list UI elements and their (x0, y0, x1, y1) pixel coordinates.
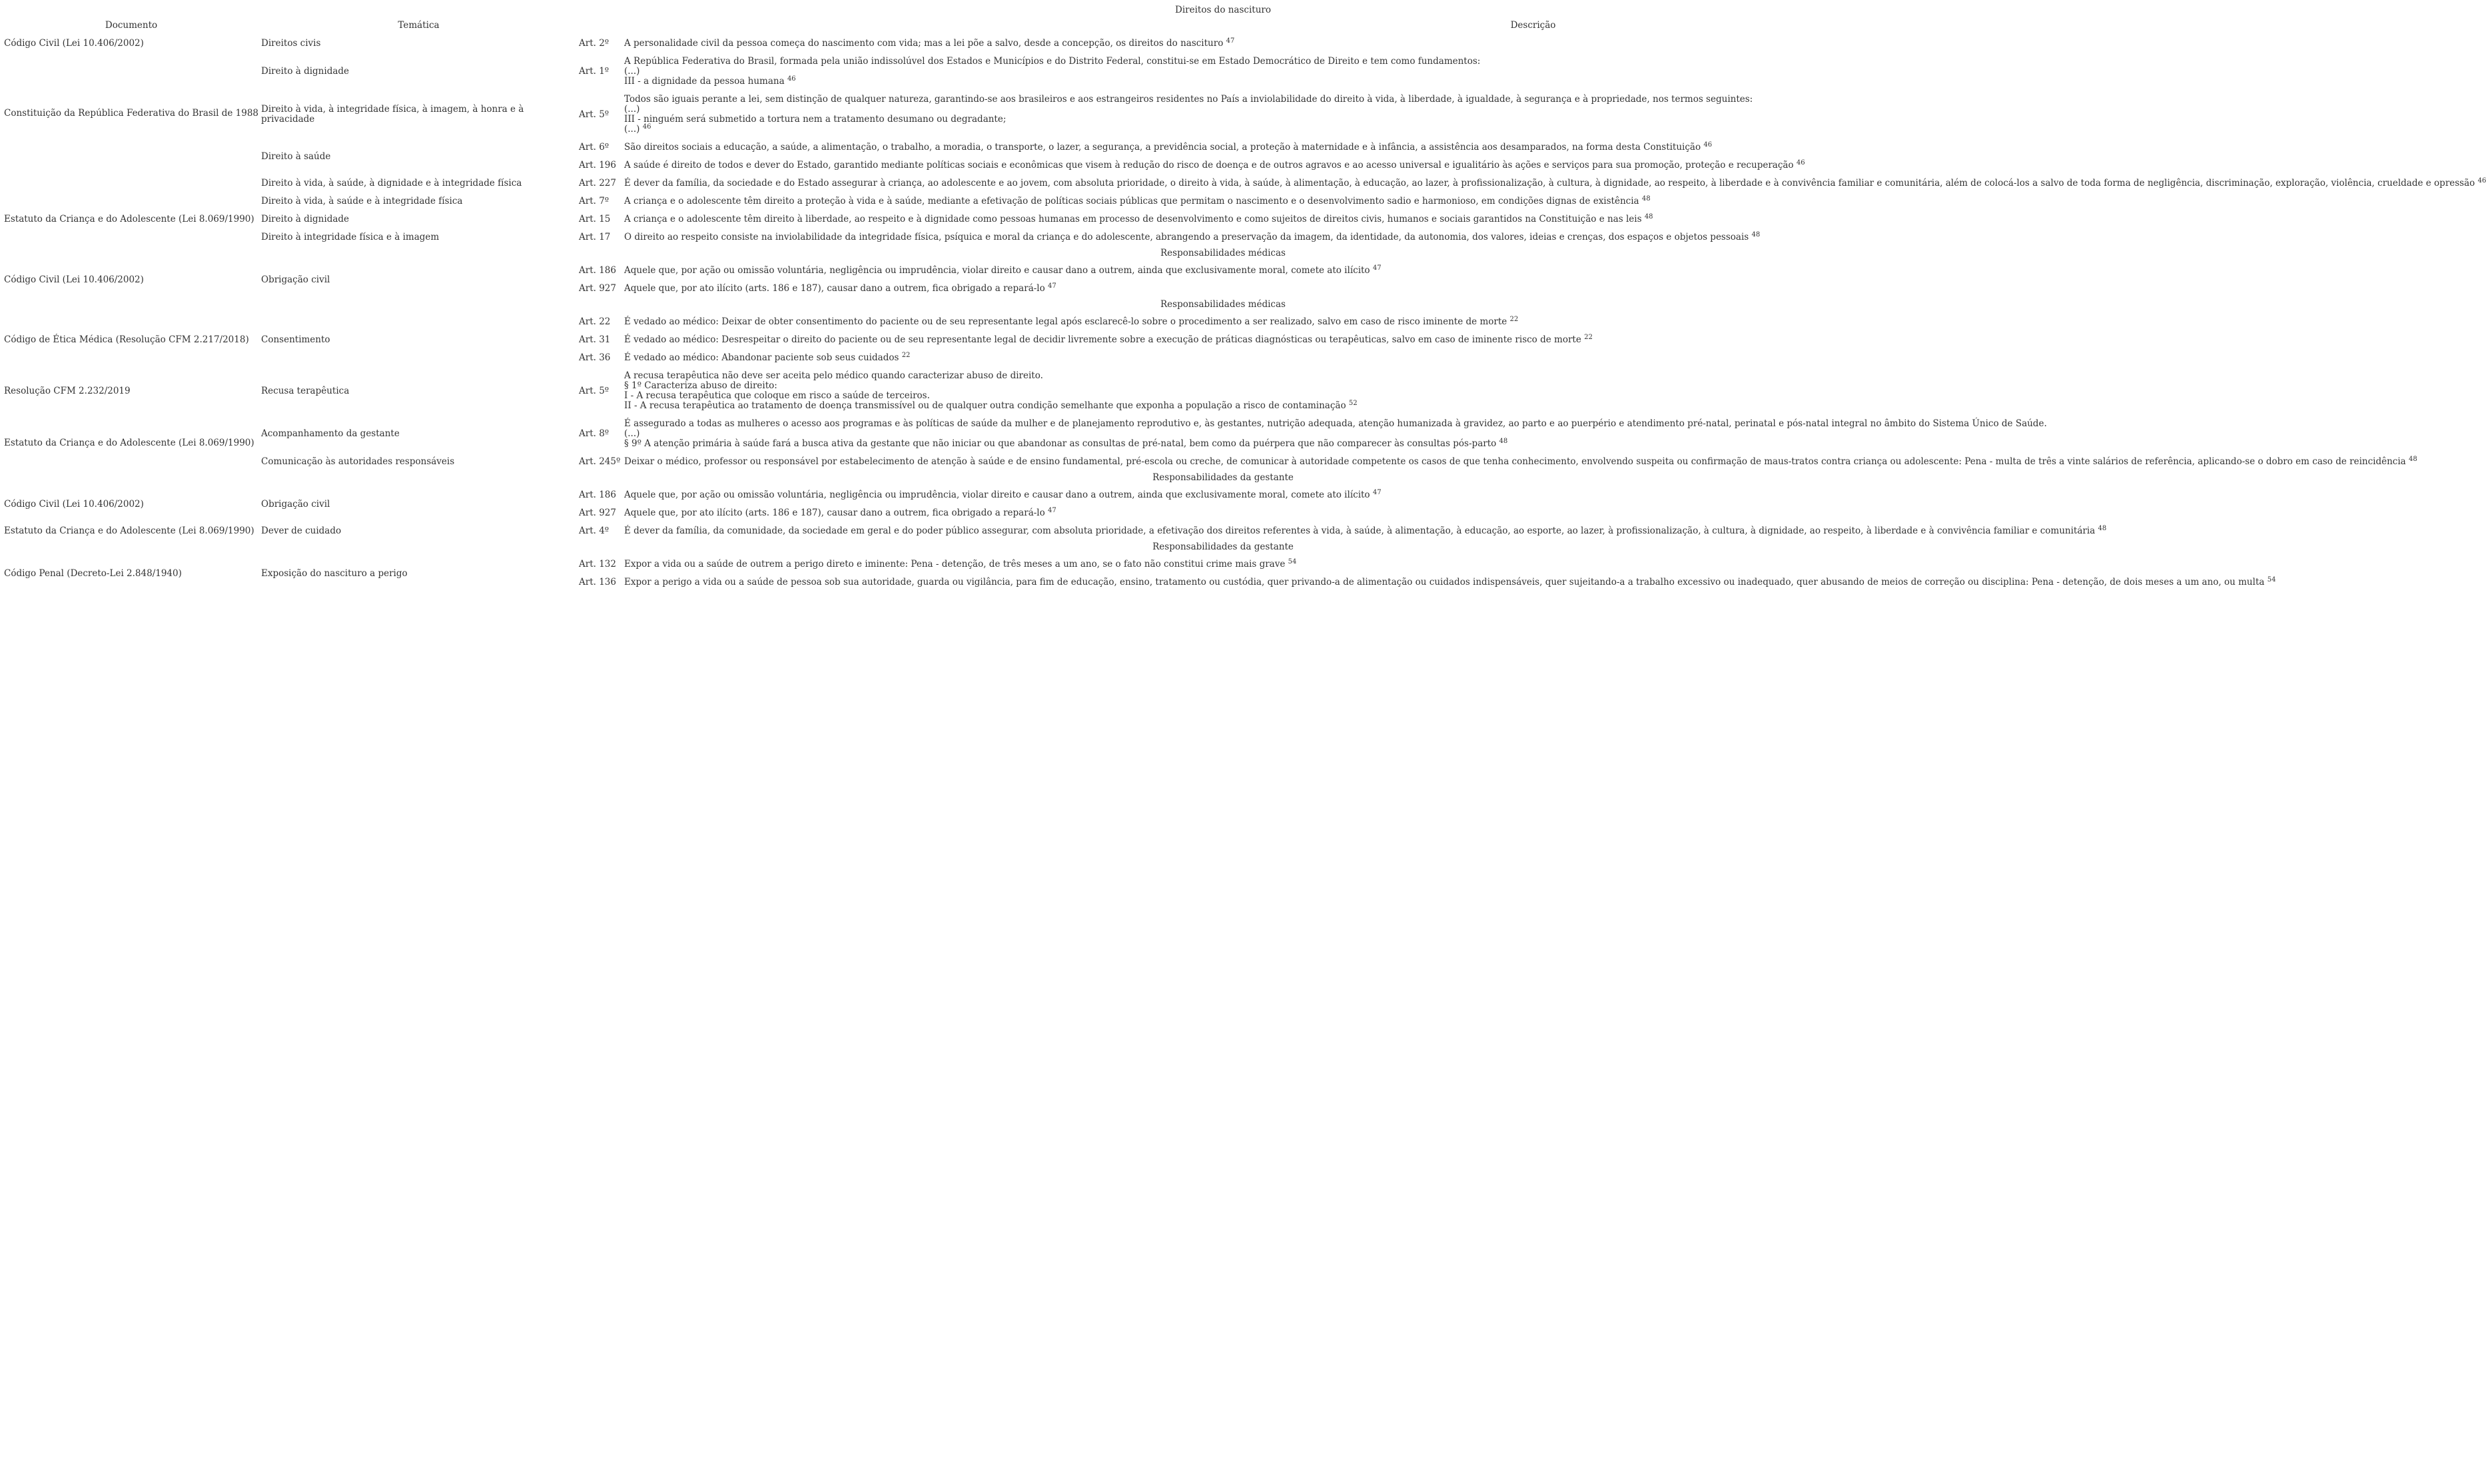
cell-descricao (623, 139, 2443, 157)
cell-documento: Estatuto da Criança e do Adolescente (Lei 8.069/1990) (4, 437, 254, 448)
description-line (624, 67, 2442, 77)
cell-artigo: Art. 5º (579, 109, 610, 120)
cell-descricao (623, 367, 2443, 415)
description-line (624, 161, 2442, 171)
cell-artigo: Art. 17 (579, 232, 611, 242)
description-line (624, 105, 2442, 115)
description-line (624, 143, 2442, 153)
header-tematica: Temática (398, 20, 440, 31)
cell-descricao (623, 228, 2443, 246)
reference-number: 46 (1703, 141, 1713, 149)
cell-tematica: Acompanhamento da gestante (261, 428, 400, 439)
cell-artigo: Art. 6º (579, 142, 610, 153)
description-text: Expor a perigo a vida ou a saúde de pessoa sob sua autoridade, guarda ou vigilância, para fim de educação, ensino, tratamento ou custódia, quer privando-a de alimentação ou cuidados indispensáveis, quer sujeitando-a a trabalho excessivo ou inadequado, quer abusando de meios de correção ou disciplina: Pena - detenção, de dois meses a um ano, ou multa (624, 577, 2265, 587)
description-line (624, 214, 2442, 224)
table-row (3, 139, 2443, 157)
reference-number: 48 (1641, 195, 1651, 202)
rights-table (3, 4, 2486, 591)
description-text: I - A recusa terapêutica que coloque em risco a saúde de terceiros. (624, 390, 930, 401)
section-header-row (3, 471, 2443, 486)
table-row (3, 486, 2443, 504)
description-line (624, 490, 2442, 500)
description-line (624, 125, 2442, 135)
table-row (3, 415, 2443, 453)
reference-number: 47 (1226, 37, 1235, 45)
cell-artigo: Art. 136 (579, 577, 616, 587)
description-line (624, 353, 2442, 363)
section-title: Responsabilidades médicas (1160, 299, 1286, 310)
reference-number: 22 (901, 352, 911, 359)
cell-documento: Estatuto da Criança e do Adolescente (Lei 8.069/1990) (4, 526, 254, 536)
reference-number: 47 (1372, 264, 1382, 272)
cell-tematica: Comunicação às autoridades responsáveis (261, 456, 455, 467)
description-line (624, 559, 2442, 569)
description-line (624, 429, 2442, 439)
description-text: A República Federativa do Brasil, formada pela união indissolúvel dos Estados e Municípios e do Distrito Federal, constitui-se em Estado Democrático de Direito e tem como fundamentos: (624, 56, 1481, 67)
cell-artigo: Art. 2º (579, 38, 610, 49)
description-line (624, 335, 2442, 345)
cell-documento: Constituição da República Federativa do Brasil de 1988 (4, 108, 259, 119)
description-text: (...) (624, 66, 640, 77)
header-descricao: Descrição (1510, 20, 1556, 31)
description-text: Deixar o médico, professor ou responsável por estabelecimento de atenção à saúde e de ensino fundamental, pré-escola ou creche, de comunicar à autoridade competente os casos de que tenha conhecimento, envolvendo suspeita ou confirmação de maus-tratos contra criança ou adolescente: Pena - multa de três a vinte salários de referência, aplicando-se o dobro em caso de reincidência (624, 456, 2406, 467)
cell-artigo: Art. 22 (579, 316, 611, 327)
description-text: O direito ao respeito consiste na inviolabilidade da integridade física, psíquica e moral da criança e do adolescente, abrangendo a preservação da imagem, da identidade, da autonomia, dos valores, ideias e crenças, dos espaços e objetos pessoais (624, 232, 1749, 242)
description-line (624, 457, 2442, 467)
cell-descricao (623, 573, 2443, 591)
cell-artigo: Art. 4º (579, 526, 610, 536)
column-header-row (3, 19, 2443, 35)
cell-descricao (623, 486, 2443, 504)
description-text: Aquele que, por ato ilícito (arts. 186 e 187), causar dano a outrem, fica obrigado a repará-lo (624, 283, 1045, 294)
description-text: (...) (624, 124, 640, 135)
description-line (624, 196, 2442, 206)
section-header-row (3, 298, 2443, 313)
cell-descricao (623, 415, 2443, 453)
cell-artigo: Art. 186 (579, 490, 616, 500)
table-title-row (3, 4, 2443, 19)
description-text: A criança e o adolescente têm direito a proteção à vida e à saúde, mediante a efetivação de políticas sociais públicas que permitam o nascimento e o desenvolvimento sadio e harmonioso, em condições dignas de existência (624, 196, 1639, 206)
description-text: São direitos sociais a educação, a saúde, a alimentação, o trabalho, a moradia, o transporte, o lazer, a segurança, a previdência social, a proteção à maternidade e à infância, a assistência aos desamparados, na forma desta Constituição (624, 142, 1701, 153)
cell-artigo: Art. 186 (579, 265, 616, 276)
reference-number: 22 (1509, 316, 1519, 323)
cell-artigo: Art. 196 (579, 160, 616, 171)
cell-artigo: Art. 1º (579, 66, 610, 77)
cell-artigo: Art. 245º (579, 456, 621, 467)
cell-descricao (623, 280, 2443, 298)
table-body (3, 35, 2486, 591)
reference-number: 46 (1796, 159, 1805, 167)
cell-descricao (623, 453, 2443, 471)
cell-tematica: Direito à vida, à saúde e à integridade física (261, 196, 463, 206)
reference-number: 48 (1499, 438, 1508, 445)
cell-artigo: Art. 8º (579, 428, 610, 439)
cell-descricao (623, 35, 2443, 53)
cell-descricao (623, 331, 2443, 349)
cell-tematica: Dever de cuidado (261, 526, 342, 536)
header-artigo (578, 19, 623, 35)
description-text: Aquele que, por ato ilícito (arts. 186 e 187), causar dano a outrem, fica obrigado a repará-lo (624, 508, 1045, 518)
description-line (624, 232, 2442, 242)
cell-artigo: Art. 36 (579, 352, 611, 363)
cell-documento: Código Penal (Decreto-Lei 2.848/1940) (4, 567, 182, 579)
description-line (624, 57, 2442, 67)
table-row (3, 228, 2443, 246)
description-line (624, 577, 2442, 587)
reference-number: 46 (787, 75, 796, 83)
cell-descricao (623, 556, 2443, 573)
cell-tematica: Direito à dignidade (261, 214, 350, 224)
cell-tematica: Direito à integridade física e à imagem (261, 232, 440, 242)
reference-number: 46 (2477, 177, 2486, 185)
cell-tematica: Recusa terapêutica (261, 385, 350, 396)
description-text: A recusa terapêutica não deve ser aceita pelo médico quando caracterizar abuso de direito. (624, 370, 1043, 381)
description-text: A personalidade civil da pessoa começa do nascimento com vida; mas a lei põe a salvo, desde a concepção, os direitos do nascituro (624, 38, 1224, 49)
cell-descricao (623, 192, 2443, 210)
reference-number: 48 (1644, 213, 1653, 220)
cell-tematica: Direito à vida, à saúde, à dignidade e à integridade física (261, 178, 522, 188)
table-row (3, 556, 2443, 573)
cell-descricao (623, 53, 2443, 91)
description-line (624, 508, 2442, 518)
description-text: Todos são iguais perante a lei, sem distinção de qualquer natureza, garantindo-se aos brasileiros e aos estrangeiros residentes no País a inviolabilidade do direito à vida, à liberdade, à igualdade, à segurança e à propriedade, nos termos seguintes: (624, 94, 1753, 105)
reference-number: 52 (1348, 400, 1358, 407)
description-text: É dever da família, da sociedade e do Estado assegurar à criança, ao adolescente e ao jovem, com absoluta prioridade, o direito à vida, à saúde, à alimentação, à educação, ao lazer, à profissionalização, à cultura, à dignidade, ao respeito, à liberdade e à convivência familiar e comunitária, além de colocá-los a salvo de toda forma de negligência, discriminação, exploração, violência, crueldade e opressão (624, 178, 2475, 188)
cell-tematica: Obrigação civil (261, 274, 330, 285)
description-line (624, 77, 2442, 87)
cell-tematica: Obrigação civil (261, 498, 330, 510)
description-line (624, 95, 2442, 105)
table-row (3, 367, 2443, 415)
reference-number: 54 (2267, 576, 2276, 583)
section-title: Responsabilidades da gestante (1152, 542, 1294, 552)
cell-descricao (623, 210, 2443, 228)
description-text: A saúde é direito de todos e dever do Estado, garantido mediante políticas sociais e econômicas que visem à redução do risco de doença e de outros agravos e ao acesso universal e igualitário às ações e serviços para sua promoção, proteção e recuperação (624, 160, 1794, 171)
cell-artigo: Art. 927 (579, 283, 616, 294)
description-text: II - A recusa terapêutica ao tratamento de doença transmissível ou de qualquer outra condição semelhante que exponha a população a risco de contaminação (624, 400, 1346, 411)
section-header-row (3, 246, 2443, 262)
description-text: § 1º Caracteriza abuso de direito: (624, 380, 777, 391)
description-text: Expor a vida ou a saúde de outrem a perigo direto e iminente: Pena - detenção, de três meses a um ano, se o fato não constitui crime mais grave (624, 559, 1286, 569)
reference-number: 47 (1048, 282, 1056, 290)
cell-artigo: Art. 132 (579, 559, 616, 569)
table-row (3, 453, 2443, 471)
description-line (624, 39, 2442, 49)
reference-number: 46 (642, 123, 651, 131)
description-text: III - ninguém será submetido a tortura nem a tratamento desumano ou degradante; (624, 114, 1007, 125)
table-row (3, 35, 2443, 53)
description-line (624, 115, 2442, 125)
cell-artigo: Art. 7º (579, 196, 610, 206)
cell-documento: Código Civil (Lei 10.406/2002) (4, 274, 144, 285)
cell-documento: Código Civil (Lei 10.406/2002) (4, 498, 144, 510)
cell-artigo: Art. 31 (579, 334, 611, 345)
reference-number: 54 (1288, 558, 1297, 565)
table-row (3, 192, 2443, 210)
description-line (624, 381, 2442, 391)
table-row (3, 522, 2443, 540)
description-text: A criança e o adolescente têm direito à liberdade, ao respeito e à dignidade como pessoas humanas em processo de desenvolvimento e como sujeitos de direitos civis, humanos e sociais garantidos na Constituição e nas leis (624, 214, 1642, 224)
cell-artigo: Art. 15 (579, 214, 611, 224)
section-title: Responsabilidades da gestante (1152, 472, 1294, 483)
cell-documento: Estatuto da Criança e do Adolescente (Lei 8.069/1990) (4, 214, 254, 224)
cell-descricao (623, 157, 2443, 175)
description-line (624, 526, 2442, 536)
cell-descricao (623, 522, 2443, 540)
cell-documento (3, 175, 260, 192)
cell-descricao (623, 504, 2443, 522)
cell-documento: Código de Ética Médica (Resolução CFM 2.217/2018) (4, 334, 249, 345)
table-row (3, 175, 2443, 192)
description-line (624, 284, 2442, 294)
description-text: É vedado ao médico: Abandonar paciente sob seus cuidados (624, 352, 899, 363)
header-documento: Documento (105, 20, 158, 31)
description-line (624, 317, 2442, 327)
cell-artigo: Art. 5º (579, 385, 610, 396)
table-row (3, 262, 2443, 280)
reference-number: 48 (1751, 231, 1761, 238)
cell-tematica: Direito à saúde (261, 151, 331, 162)
description-text: III - a dignidade da pessoa humana (624, 76, 785, 87)
cell-documento: Resolução CFM 2.232/2019 (4, 385, 131, 396)
table-row (3, 313, 2443, 331)
description-text: Aquele que, por ação ou omissão voluntária, negligência ou imprudência, violar direito e causar dano a outrem, ainda que exclusivamente moral, comete ato ilícito (624, 490, 1370, 500)
cell-artigo: Art. 927 (579, 508, 616, 518)
cell-tematica: Direitos civis (261, 38, 321, 49)
cell-descricao (623, 175, 2486, 192)
cell-artigo: Art. 227 (579, 178, 616, 188)
cell-descricao (623, 313, 2443, 331)
description-text: (...) (624, 104, 640, 115)
section-title: Responsabilidades médicas (1160, 248, 1286, 258)
description-text: É vedado ao médico: Deixar de obter consentimento do paciente ou de seu representante legal após esclarecê-lo sobre o procedimento a ser realizado, salvo em caso de risco iminente de morte (624, 316, 1507, 327)
cell-tematica: Direito à vida, à integridade física, à imagem, à honra e à privacidade (261, 104, 524, 125)
table-row (3, 91, 2443, 139)
table-title: Direitos do nascituro (1175, 5, 1271, 15)
description-text: § 9º A atenção primária à saúde fará a busca ativa da gestante que não iniciar ou que abandonar as consultas de pré-natal, bem como da puérpera que não comparecer às consultas pós-parto (624, 438, 1497, 449)
reference-number: 47 (1048, 507, 1056, 514)
description-line (624, 177, 2486, 188)
cell-descricao (623, 349, 2443, 367)
table-row (3, 210, 2443, 228)
description-line (624, 401, 2442, 411)
description-text: É assegurado a todas as mulheres o acesso aos programas e às políticas de saúde da mulher e de planejamento reprodutivo e, às gestantes, nutrição adequada, atenção humanizada à gravidez, ao parto e ao puerpério e atendimento pré-natal, perinatal e pós-natal integral no âmbito do Sistema Único de Saúde. (624, 418, 2047, 429)
reference-number: 48 (2098, 525, 2107, 532)
cell-tematica: Exposição do nascituro a perigo (261, 567, 408, 579)
section-header-row (3, 540, 2443, 556)
description-text: É vedado ao médico: Desrespeitar o direito do paciente ou de seu representante legal de decidir livremente sobre a execução de práticas diagnósticas ou terapêuticas, salvo em caso de iminente risco de morte (624, 334, 1581, 345)
description-text: É dever da família, da comunidade, da sociedade em geral e do poder público assegurar, com absoluta prioridade, a efetivação dos direitos referentes à vida, à saúde, à alimentação, à educação, ao esporte, ao lazer, à profissionalização, à cultura, à dignidade, ao respeito, à liberdade e à convivência familiar e comunitária (624, 526, 2096, 536)
cell-tematica: Consentimento (261, 334, 330, 345)
cell-descricao (623, 91, 2443, 139)
description-text: (...) (624, 428, 640, 439)
reference-number: 47 (1372, 489, 1382, 496)
description-line (624, 439, 2442, 449)
description-text: Aquele que, por ação ou omissão voluntária, negligência ou imprudência, violar direito e causar dano a outrem, ainda que exclusivamente moral, comete ato ilícito (624, 265, 1370, 276)
cell-tematica: Direito à dignidade (261, 66, 350, 77)
description-line (624, 391, 2442, 401)
description-line (624, 371, 2442, 381)
cell-descricao (623, 262, 2443, 280)
table-row (3, 53, 2443, 91)
description-line (624, 419, 2442, 429)
description-line (624, 266, 2442, 276)
cell-documento: Código Civil (Lei 10.406/2002) (4, 38, 144, 49)
reference-number: 48 (2409, 456, 2417, 463)
reference-number: 22 (1584, 334, 1593, 341)
